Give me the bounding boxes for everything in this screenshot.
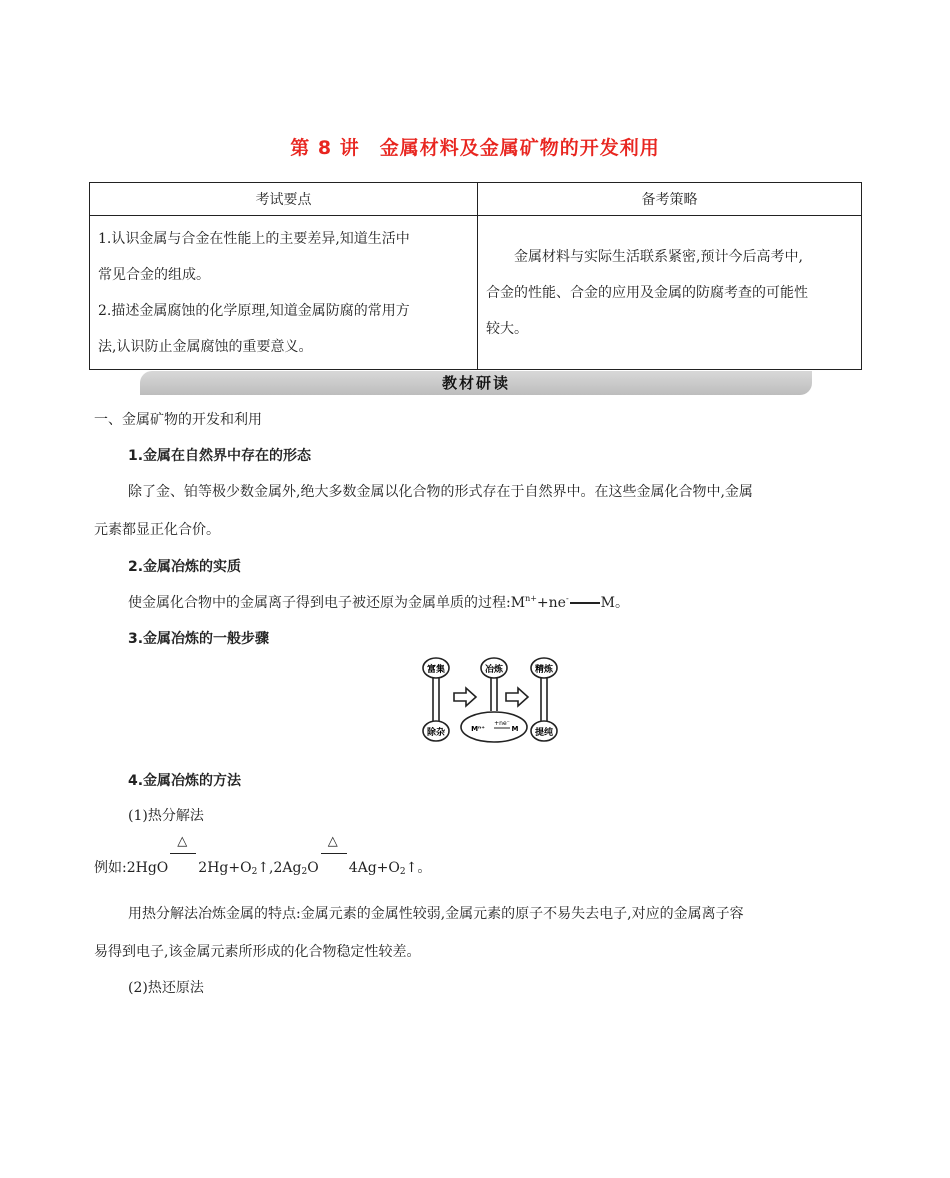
strategy-line: 合金的性能、合金的应用及金属的防腐考查的可能性	[486, 284, 808, 301]
heat-condition-2	[319, 834, 349, 872]
page-title: 第 8 讲 金属材料及金属矿物的开发利用	[290, 137, 660, 159]
delta-sign: △	[177, 834, 188, 849]
step-remove-impurity: 除杂	[426, 728, 446, 738]
method-2-heading: (2)热还原法	[128, 980, 204, 996]
delta-sign: △	[327, 834, 338, 849]
subscript: 2	[301, 867, 308, 877]
section-heading: 一、金属矿物的开发和利用	[94, 412, 262, 428]
electron-term: +ne	[536, 595, 566, 611]
paragraph-1a: 除了金、铂等极少数金属外,绝大多数金属以化合物的形式存在于自然界中。在这些金属化合物中,金属	[128, 484, 753, 500]
step-refine: 精炼	[534, 665, 554, 675]
equation-bar	[170, 853, 196, 854]
strategy-line: 较大。	[486, 320, 528, 337]
equation-bar	[321, 853, 347, 854]
subheading-2: 2.金属冶炼的实质	[128, 559, 242, 575]
method-1-heading: (1)热分解法	[128, 808, 204, 824]
example-prefix: 例如:2HgO	[94, 860, 169, 876]
requirements-table	[89, 182, 862, 370]
equation-term: 4Ag+O	[348, 860, 400, 876]
subscript: 2	[251, 867, 258, 877]
electron-charge: -	[565, 594, 569, 603]
exam-point-line: 法,认识防止金属腐蚀的重要意义。	[98, 338, 313, 355]
ion-charge: n+	[525, 594, 537, 603]
exam-points-cell	[90, 216, 478, 370]
subheading-1: 1.金属在自然界中存在的形态	[128, 448, 312, 464]
table-header-strategy: 备考策略	[478, 183, 862, 216]
exam-point-line: 2.描述金属腐蚀的化学原理,知道金属防腐的常用方	[98, 302, 410, 319]
smelting-steps-diagram	[418, 655, 566, 745]
paragraph-2-end: M。	[600, 595, 630, 611]
equation-term: O	[307, 860, 319, 876]
heat-condition-1	[168, 834, 198, 872]
reaction-metal: M	[511, 725, 519, 733]
exam-point-line: 常见合金的组成。	[98, 266, 210, 283]
paragraph-2	[128, 592, 629, 612]
step-purify: 提纯	[534, 728, 554, 738]
example-equations	[94, 834, 432, 877]
equals-bar	[570, 602, 600, 604]
equation-term: ↑,2Ag	[257, 860, 302, 876]
equation-term: ↑。	[405, 860, 432, 876]
paragraph-2-text: 使金属化合物中的金属离子得到电子被还原为金属单质的过程:M	[128, 595, 526, 611]
strategy-line: 金属材料与实际生活联系紧密,预计今后高考中,	[514, 248, 803, 265]
table-header-exam-points: 考试要点	[90, 183, 478, 216]
equation-term: 2Hg+O	[198, 860, 252, 876]
step-enrich: 富集	[426, 665, 446, 675]
subheading-3: 3.金属冶炼的一般步骤	[128, 631, 270, 647]
paragraph-1b: 元素都显正化合价。	[94, 522, 220, 538]
step-smelt: 冶炼	[484, 665, 504, 675]
reaction-electrons: +ne⁻	[494, 720, 510, 727]
strategy-cell	[478, 216, 862, 370]
paragraph-4b: 易得到电子,该金属元素所形成的化合物稳定性较差。	[94, 944, 421, 960]
exam-point-line: 1.认识金属与合金在性能上的主要差异,知道生活中	[98, 230, 410, 247]
subscript: 2	[399, 867, 406, 877]
subheading-4: 4.金属冶炼的方法	[128, 773, 242, 789]
section-banner: 教材研读	[140, 371, 812, 395]
paragraph-4a: 用热分解法冶炼金属的特点:金属元素的金属性较弱,金属元素的原子不易失去电子,对应的金属离子容	[128, 906, 744, 922]
reaction-ion: Mⁿ⁺	[471, 725, 485, 733]
